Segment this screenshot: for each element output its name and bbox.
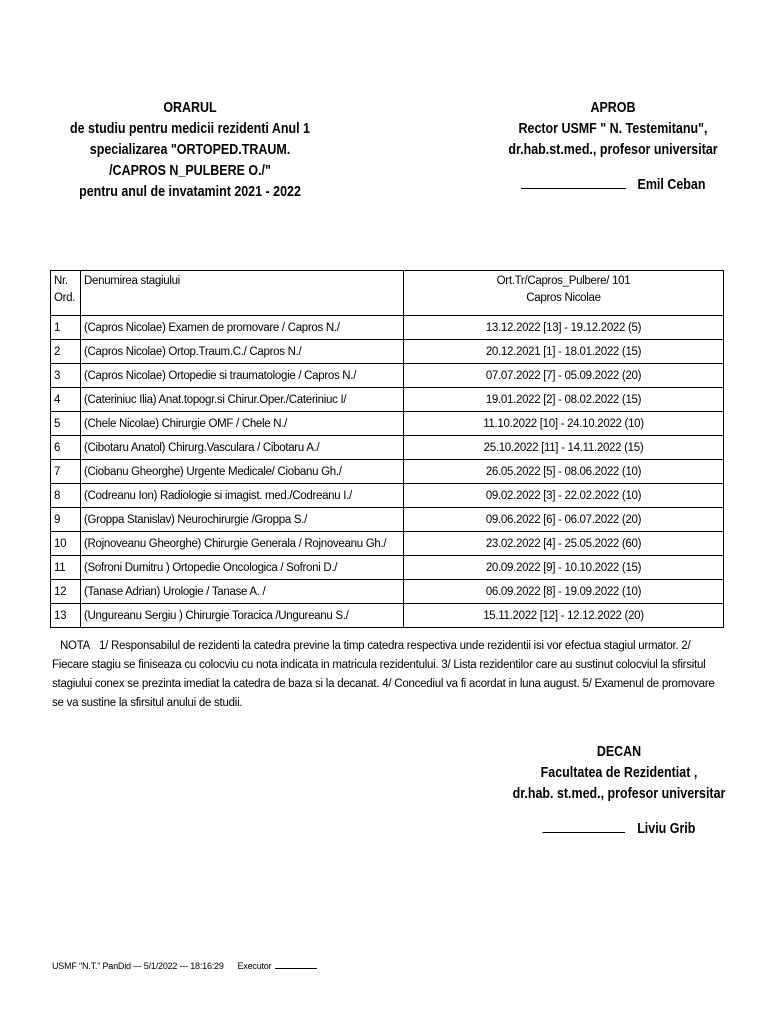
row-number: 11 xyxy=(51,556,81,580)
dean-title: DECAN xyxy=(596,744,642,760)
signature-line xyxy=(521,174,626,189)
schedule-table xyxy=(50,270,724,628)
row-stage-name: (Capros Nicolae) Ortopedie si traumatologie / Capros N./ xyxy=(81,364,404,388)
note-label: NOTA xyxy=(60,640,91,652)
header-group-line: Capros Nicolae xyxy=(526,292,601,304)
header-line: specializarea "ORTOPED.TRAUM. xyxy=(89,142,291,158)
table-row xyxy=(51,436,724,460)
note-paragraph xyxy=(52,637,727,713)
table-row xyxy=(51,388,724,412)
row-stage-name: (Capros Nicolae) Examen de promovare / Capros N./ xyxy=(81,316,404,340)
header-line: pentru anul de invatamint 2021 - 2022 xyxy=(79,184,301,200)
row-stage-name: (Chele Nicolae) Chirurgie OMF / Chele N./ xyxy=(81,412,404,436)
row-stage-name: (Capros Nicolae) Ortop.Traum.C./ Capros N./ xyxy=(81,340,404,364)
executor-label: Executor xyxy=(237,961,272,971)
header-name: Denumirea stagiului xyxy=(81,271,404,316)
row-period: 06.09.2022 [8] - 19.09.2022 (10) xyxy=(404,580,724,604)
table-row xyxy=(51,460,724,484)
row-stage-name: (Ciobanu Gheorghe) Urgente Medicale/ Ciobanu Gh./ xyxy=(81,460,404,484)
row-stage-name: (Rojnoveanu Gheorghe) Chirurgie Generala / Rojnoveanu Gh./ xyxy=(81,532,404,556)
signature-line xyxy=(543,818,626,833)
row-stage-name: (Cateriniuc Ilia) Anat.topogr.si Chirur.Oper./Cateriniuc I/ xyxy=(81,388,404,412)
table-row xyxy=(51,340,724,364)
table-row xyxy=(51,484,724,508)
table-row xyxy=(51,508,724,532)
row-period: 26.05.2022 [5] - 08.06.2022 (10) xyxy=(404,460,724,484)
signature-row xyxy=(497,174,729,196)
row-number: 1 xyxy=(51,316,81,340)
table-row xyxy=(51,532,724,556)
signer-name: Emil Ceban xyxy=(637,177,706,193)
footer-stamp: USMF "N.T." PanDid --- 5/1/2022 --- 18:16:29 xyxy=(52,961,224,971)
row-number: 12 xyxy=(51,580,81,604)
row-period: 23.02.2022 [4] - 25.05.2022 (60) xyxy=(404,532,724,556)
approval-block xyxy=(497,98,729,196)
row-number: 5 xyxy=(51,412,81,436)
schedule-header xyxy=(61,98,319,203)
row-number: 10 xyxy=(51,532,81,556)
table-row xyxy=(51,556,724,580)
row-period: 20.09.2022 [9] - 10.10.2022 (15) xyxy=(404,556,724,580)
row-period: 20.12.2021 [1] - 18.01.2022 (15) xyxy=(404,340,724,364)
note-text: 1/ Responsabilul de rezidenti la catedra previne la timp catedra respectiva unde rezidentii isi vor efectua stagiul urmator. 2/ Fiecare stagiu se finiseaza cu colocviu cu nota indicata in matricula rezidentului. 3/ Lista rezidentilor care au sustinut colocviul la sfirsitul stagiului conex se prezinta imediat la catedra de baza si la decanat. 4/ Concediul va fi acordat in luna august. 5/ Examenul de promovare se va sustine la sfirsitul anului de studii. xyxy=(52,640,715,709)
signer-name: Liviu Grib xyxy=(637,821,696,837)
approval-line: dr.hab.st.med., profesor universitar xyxy=(508,142,718,158)
dean-line: Facultatea de Rezidentiat , xyxy=(540,765,698,781)
table-row xyxy=(51,412,724,436)
header-nr-line: Ord. xyxy=(54,292,76,304)
row-period: 09.06.2022 [6] - 06.07.2022 (20) xyxy=(404,508,724,532)
header-group xyxy=(404,271,724,316)
row-period: 09.02.2022 [3] - 22.02.2022 (10) xyxy=(404,484,724,508)
approval-line: Rector USMF " N. Testemitanu", xyxy=(518,121,708,137)
row-number: 8 xyxy=(51,484,81,508)
row-stage-name: (Ungureanu Sergiu ) Chirurgie Toracica /Ungureanu S./ xyxy=(81,604,404,628)
table-row xyxy=(51,604,724,628)
row-period: 19.01.2022 [2] - 08.02.2022 (15) xyxy=(404,388,724,412)
row-number: 9 xyxy=(51,508,81,532)
row-period: 07.07.2022 [7] - 05.09.2022 (20) xyxy=(404,364,724,388)
row-period: 11.10.2022 [10] - 24.10.2022 (10) xyxy=(404,412,724,436)
row-stage-name: (Cibotaru Anatol) Chirurg.Vasculara / Cibotaru A./ xyxy=(81,436,404,460)
table-row xyxy=(51,580,724,604)
row-number: 3 xyxy=(51,364,81,388)
table-header-row xyxy=(51,271,724,316)
row-stage-name: (Tanase Adrian) Urologie / Tanase A. / xyxy=(81,580,404,604)
table-row xyxy=(51,316,724,340)
row-stage-name: (Codreanu Ion) Radiologie si imagist. med./Codreanu I./ xyxy=(81,484,404,508)
header-line: /CAPROS N_PULBERE O./" xyxy=(109,163,271,179)
header-nr xyxy=(51,271,81,316)
row-number: 2 xyxy=(51,340,81,364)
row-number: 6 xyxy=(51,436,81,460)
dean-block xyxy=(512,742,727,840)
table-body xyxy=(51,316,724,628)
row-number: 7 xyxy=(51,460,81,484)
row-period: 15.11.2022 [12] - 12.12.2022 (20) xyxy=(404,604,724,628)
dean-line: dr.hab. st.med., profesor universitar xyxy=(512,786,726,802)
row-stage-name: (Groppa Stanislav) Neurochirurgie /Groppa S./ xyxy=(81,508,404,532)
row-period: 13.12.2022 [13] - 19.12.2022 (5) xyxy=(404,316,724,340)
table-row xyxy=(51,364,724,388)
document-title: ORARUL xyxy=(163,100,217,116)
header-nr-line: Nr. xyxy=(54,275,68,287)
signature-row xyxy=(512,818,727,840)
row-number: 4 xyxy=(51,388,81,412)
row-number: 13 xyxy=(51,604,81,628)
executor-line xyxy=(275,960,317,969)
footer xyxy=(52,960,317,971)
header-group-line: Ort.Tr/Capros_Pulbere/ 101 xyxy=(496,275,631,287)
row-period: 25.10.2022 [11] - 14.11.2022 (15) xyxy=(404,436,724,460)
header-line: de studiu pentru medicii rezidenti Anul 1 xyxy=(70,121,310,137)
approval-title: APROB xyxy=(590,100,636,116)
row-stage-name: (Sofroni Dumitru ) Ortopedie Oncologica / Sofroni D./ xyxy=(81,556,404,580)
